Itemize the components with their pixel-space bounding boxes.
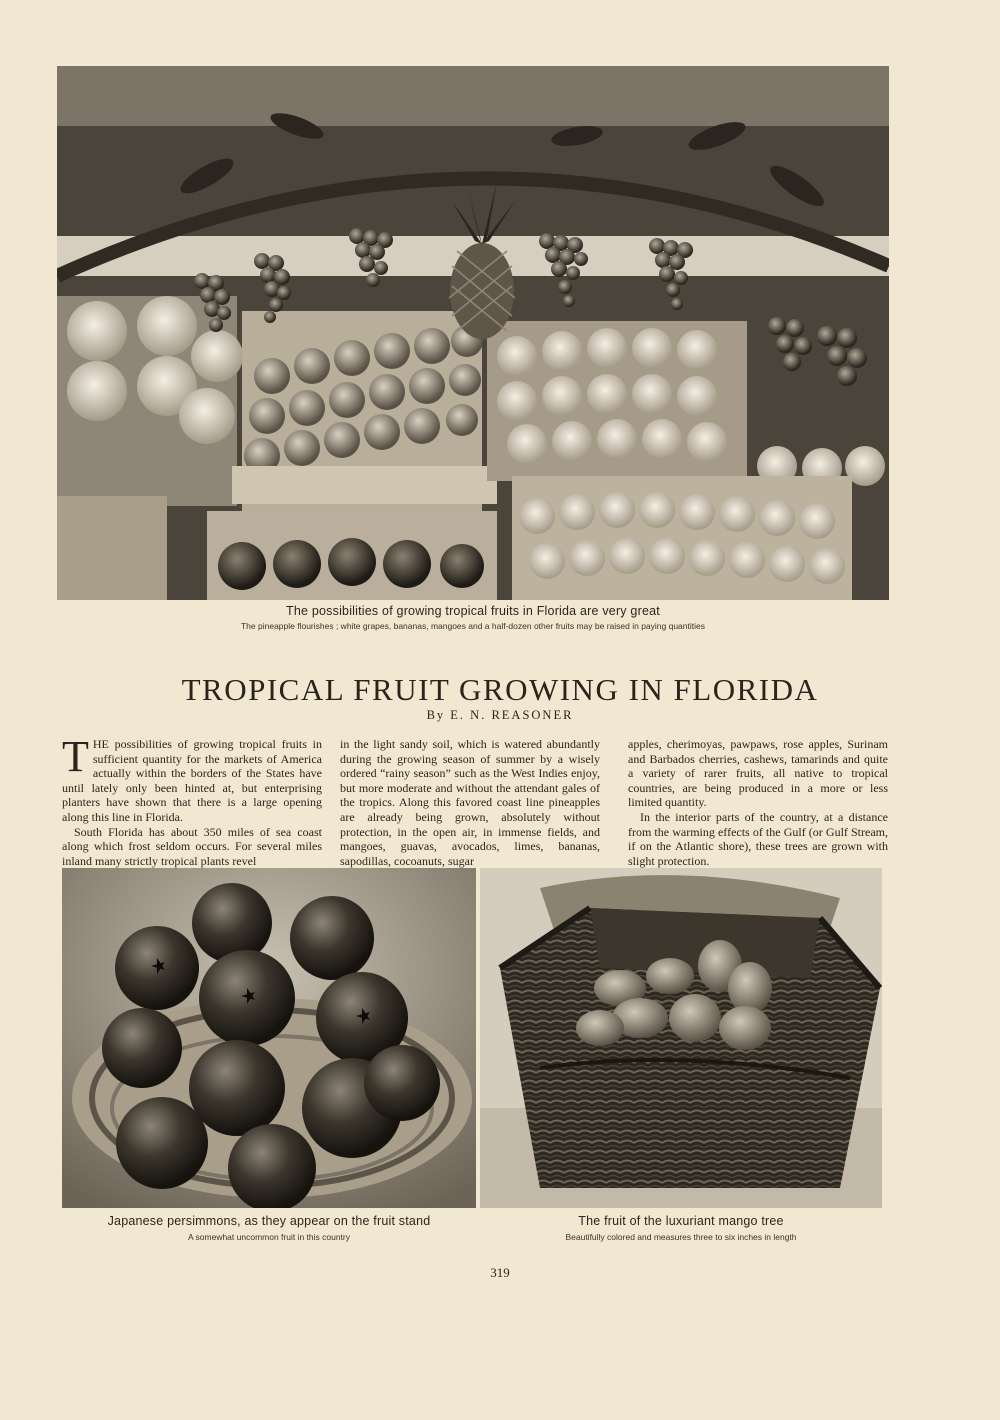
article-byline: By E. N. REASONER <box>426 708 574 722</box>
persimmons-subcaption: A somewhat uncommon fruit in this country <box>187 1232 351 1242</box>
drop-cap: T <box>62 732 89 781</box>
article-column-3 <box>628 737 888 868</box>
mango-subcaption: Beautifully colored and measures three to six inches in length <box>565 1232 797 1242</box>
top-figure-subcaption: The pineapple flourishes ; white grapes, bananas, mangoes and a half-dozen other fruits may be raised in paying quantities <box>240 621 705 631</box>
persimmons-caption: Japanese persimmons, as they appear on the fruit stand <box>107 1214 431 1228</box>
paragraph: HE possibilities of growing tropical fruits in sufficient quantity for the markets of America actually within the borders of the States have until lately only been hinted at, but enterprising planters have shown that there is a large opening along this line in Florida. <box>62 737 322 824</box>
article-title: TROPICAL FRUIT GROWING IN FLORIDA <box>181 672 819 707</box>
page-number: 319 <box>490 1265 510 1280</box>
article-column-1 <box>62 732 322 868</box>
top-figure-caption: The possibilities of growing tropical fruits in Florida are very great <box>286 604 660 618</box>
mango-caption: The fruit of the luxuriant mango tree <box>578 1214 784 1228</box>
persimmons-photo <box>62 868 476 1208</box>
mango-basket-photo <box>480 868 882 1208</box>
paragraph: In the interior parts of the country, at a distance from the warming effects of the Gulf (or Gulf Stream, if on the Atlantic shore), these trees are grown with slight protection. <box>628 809 888 868</box>
paragraph: South Florida has about 350 miles of sea coast along which frost seldom occurs. For several miles inland many strictly tropical plants revel <box>62 824 322 868</box>
paragraph: in the light sandy soil, which is watered abundantly during the growing season of summer by a wisely ordered “rainy season” such as the West Indies enjoy, but more moderate and without the attendant gales of the tropics. Along this favored coast line pineapples are already being grown, absolutely without protection, in the open air, in immense fields, and mangoes, guavas, avocados, limes, bananas, sapodillas, cocoanuts, sugar <box>340 737 600 868</box>
paragraph: apples, cherimoyas, pawpaws, rose apples, Surinam and Barbados cherries, cashews, tamarinds and quite a variety of rarer fruits, all native to tropical countries, are being produced in a more or less limited quantity. <box>628 737 888 810</box>
fruit-stand-photo <box>57 66 889 600</box>
article-column-2 <box>340 737 600 868</box>
